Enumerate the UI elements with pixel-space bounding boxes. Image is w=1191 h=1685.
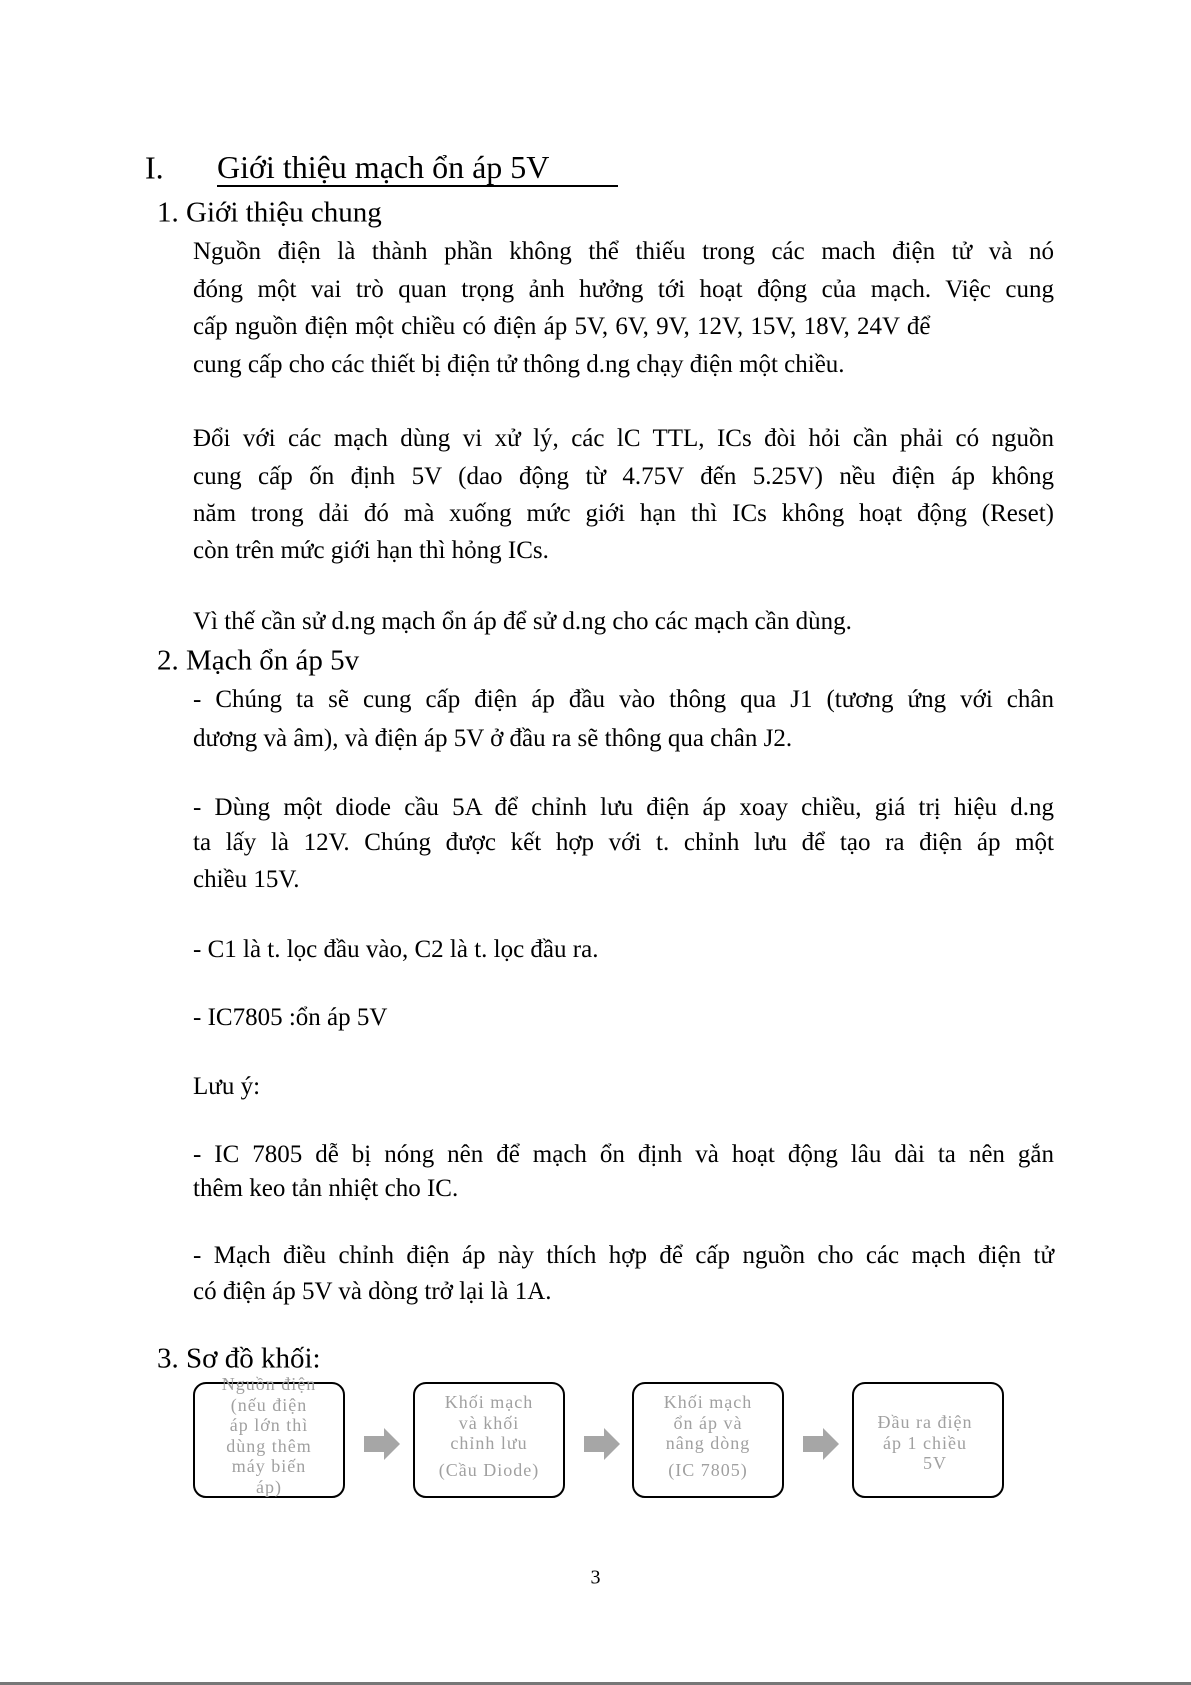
section-2-heading <box>157 645 359 678</box>
block-text: Nguồn điện <box>221 1374 317 1394</box>
section-number: 1. <box>157 196 179 229</box>
block-text: và khối <box>458 1412 520 1433</box>
body-line: cung cấp cho các thiết bị điện tử thông d.ng chạy điện một chiều. <box>193 351 845 378</box>
body-line: Nguồn điện là thành phần không thể thiếu trong các mach điện tử và nó <box>193 238 1054 265</box>
block-text: áp lớn thì <box>229 1415 309 1435</box>
block-text: (IC 7805) <box>668 1459 748 1480</box>
block-text: áp 1 chiều <box>883 1432 967 1453</box>
body-line: còn trên mức giới hạn thì hỏng ICs. <box>193 537 549 564</box>
block-text: Đầu ra điện <box>877 1412 973 1432</box>
page-number: 3 <box>590 1566 601 1589</box>
body-line: chiều 15V. <box>193 866 300 893</box>
body-line: - IC7805 :ổn áp 5V <box>193 1004 388 1031</box>
body-line: có điện áp 5V và dòng trở lại là 1A. <box>193 1278 552 1305</box>
section-1-heading <box>157 197 382 230</box>
block-text: nâng dòng <box>665 1433 751 1453</box>
block-regulator <box>632 1382 784 1498</box>
block-text: chỉnh lưu <box>450 1433 528 1453</box>
section-number: 2. <box>157 644 179 677</box>
body-line: - Dùng một diode cầu 5A để chỉnh lưu điện áp xoay chiều, giá trị hiệu d.ng <box>193 794 1054 821</box>
body-line: Đổi với các mạch dùng vi xử lý, các lC TTL, ICs đòi hỏi cần phải có nguồn <box>193 425 1054 452</box>
block-text: ổn áp và <box>673 1412 743 1433</box>
body-line: năm trong dải đó mà xuống mức giới hạn thì ICs không hoạt động (Reset) <box>193 500 1054 527</box>
heading-title: Giới thiệu mạch ổn áp 5V <box>217 149 618 187</box>
body-line: thêm keo tản nhiệt cho IC. <box>193 1175 459 1202</box>
body-line: - IC 7805 dễ bị nóng nên để mạch ổn định và hoạt động lâu dài ta nên gắn <box>193 1141 1054 1168</box>
body-line: Lưu ý: <box>193 1073 261 1100</box>
block-text: máy biến <box>231 1456 307 1476</box>
block-text: áp) <box>256 1476 282 1497</box>
heading-number: I. <box>145 149 164 186</box>
arrow-right-icon <box>364 1428 400 1460</box>
block-power-source <box>193 1374 345 1498</box>
block-text: (nếu điện <box>230 1394 308 1415</box>
body-line: ta lấy là 12V. Chúng được kết hợp với t. chỉnh lưu để tạo ra điện áp một <box>193 829 1054 856</box>
body-line: Vì thế cần sử d.ng mạch ổn áp để sử d.ng cho các mạch cần dùng. <box>193 608 852 635</box>
section-title: Giới thiệu chung <box>186 196 382 229</box>
block-text: Khối mạch <box>444 1392 534 1412</box>
section-number: 3. <box>157 1342 179 1375</box>
body-line: - Mạch điều chỉnh điện áp này thích hợp để cấp nguồn cho các mạch điện tử <box>193 1242 1054 1269</box>
section-title: Sơ đồ khối: <box>186 1342 321 1375</box>
arrow-right-icon <box>803 1428 839 1460</box>
arrow-right-icon <box>584 1428 620 1460</box>
section-title: Mạch ổn áp 5v <box>186 644 360 677</box>
body-line: đóng một vai trò quan trọng ảnh hưởng tới hoạt động của mạch. Việc cung <box>193 276 1054 303</box>
block-text: Khối mạch <box>663 1392 753 1412</box>
block-dc-output <box>852 1382 1004 1498</box>
body-line: - Chúng ta sẽ cung cấp điện áp đầu vào thông qua J1 (tương ứng với chân <box>193 686 1054 713</box>
block-text: 5V <box>923 1453 947 1473</box>
section-3-heading <box>157 1343 321 1376</box>
body-line: cung cấp ốn định 5V (dao động từ 4.75V đến 5.25V) nều điện áp không <box>193 463 1054 490</box>
body-line: - C1 là t. lọc đầu vào, C2 là t. lọc đầu ra. <box>193 936 599 963</box>
body-line: cấp nguồn điện một chiều có điện áp 5V, 6V, 9V, 12V, 15V, 18V, 24V để <box>193 313 931 340</box>
block-text: (Cầu Diode) <box>438 1459 540 1480</box>
block-text: dùng thêm <box>226 1435 312 1456</box>
body-line: dương và âm), và điện áp 5V ở đầu ra sẽ thông qua chân J2. <box>193 725 793 752</box>
block-rectifier <box>413 1382 565 1498</box>
